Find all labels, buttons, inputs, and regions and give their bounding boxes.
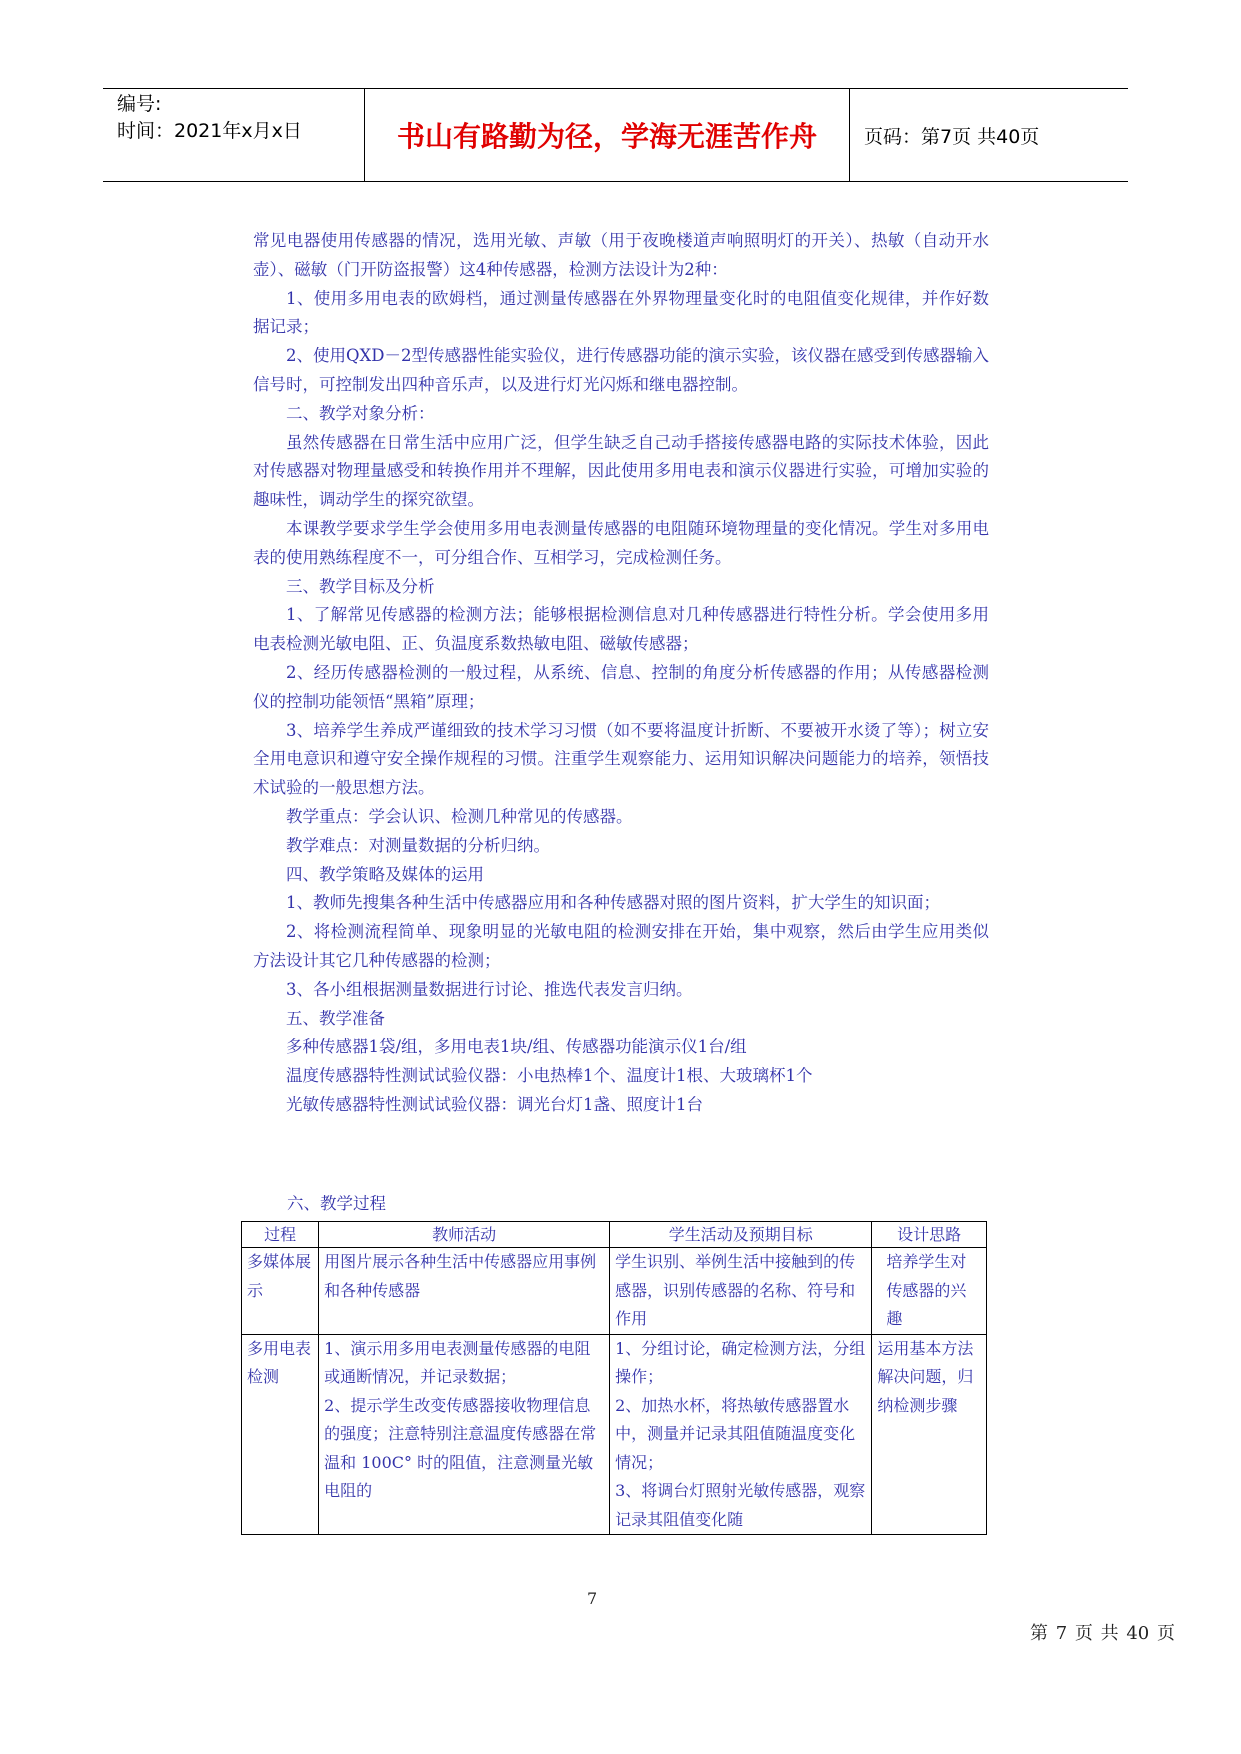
teaching-process-table: [241, 1221, 987, 1535]
paragraph: 常见电器使用传感器的情况，选用光敏、声敏（用于夜晚楼道声响照明灯的开关）、热敏（自动开水壶）、磁敏（门开防盗报警）这4种传感器，检测方法设计为2种：: [253, 231, 989, 279]
section-heading: 四、教学策略及媒体的运用: [286, 864, 484, 884]
column-header: 学生活动及预期目标: [610, 1222, 872, 1248]
header-slogan: 书山有路勤为径，学海无涯苦作舟: [365, 89, 850, 181]
teaching-key-point: 教学重点：学会认识、检测几种常见的传感器。: [286, 806, 633, 826]
table-cell: 培养学生对传感器的兴趣: [872, 1248, 987, 1335]
teaching-difficulty: 教学难点：对测量数据的分析归纳。: [286, 835, 550, 855]
preparation-item: 多种传感器1袋/组，多用电表1块/组、传感器功能演示仪1台/组: [286, 1037, 747, 1057]
table-cell: 多媒体展示: [242, 1248, 319, 1335]
section-heading: 二、教学对象分析：: [286, 403, 435, 423]
paragraph: 本课教学要求学生学会使用多用电表测量传感器的电阻随环境物理量的变化情况。学生对多用电表的使用熟练程度不一，可分组合作、互相学习，完成检测任务。: [253, 518, 989, 567]
paragraph: 2、将检测流程简单、现象明显的光敏电阻的检测安排在开始，集中观察，然后由学生应用类似方法设计其它几种传感器的检测；: [253, 922, 989, 970]
header-meta: [103, 89, 365, 181]
paragraph: 2、经历传感器检测的一般过程，从系统、信息、控制的角度分析传感器的作用；从传感器检测仪的控制功能领悟“黑箱”原理；: [253, 662, 989, 711]
table-cell: 运用基本方法解决问题，归纳检测步骤: [872, 1334, 987, 1535]
table-cell: 1、分组讨论，确定检测方法，分组操作； 2、加热水杯，将热敏传感器置水中，测量并记录其阻值随温度变化情况； 3、将调台灯照射光敏传感器，观察记录其阻值变化随: [610, 1334, 872, 1535]
column-header: 设计思路: [872, 1222, 987, 1248]
table-row: [242, 1334, 987, 1535]
paragraph: 1、教师先搜集各种生活中传感器应用和各种传感器对照的图片资料，扩大学生的知识面；: [286, 893, 940, 913]
paragraph: 1、了解常见传感器的检测方法；能够根据检测信息对几种传感器进行特性分析。学会使用多用电表检测光敏电阻、正、负温度系数热敏电阻、磁敏传感器；: [253, 605, 989, 654]
table-cell: 1、演示用多用电表测量传感器的电阻或通断情况，并记录数据； 2、提示学生改变传感器接收物理信息的强度；注意特别注意温度传感器在常温和 100C° 时的阻值，注意测量光敏电阻的: [319, 1334, 610, 1535]
doc-number-label: 编号:: [117, 93, 162, 115]
column-header: 过程: [242, 1222, 319, 1248]
page-header: [103, 88, 1128, 182]
table-cell: 多用电表检测: [242, 1334, 319, 1535]
paragraph: 1、使用多用电表的欧姆档，通过测量传感器在外界物理量变化时的电阻值变化规律，并作好数据记录；: [253, 288, 989, 337]
section-heading: 五、教学准备: [286, 1008, 385, 1028]
preparation-item: 温度传感器特性测试试验仪器：小电热棒1个、温度计1根、大玻璃杯1个: [286, 1066, 813, 1086]
section-heading: 三、教学目标及分析: [286, 576, 435, 596]
doc-time-label: 时间：2021年x月x日: [117, 120, 302, 142]
column-header: 教师活动: [319, 1222, 610, 1248]
table-caption: 六、教学过程: [287, 1194, 386, 1213]
paragraph: 2、使用QXD－2型传感器性能实验仪，进行传感器功能的演示实验，该仪器在感受到传感器输入信号时，可控制发出四种音乐声，以及进行灯光闪烁和继电器控制。: [253, 346, 989, 394]
paragraph: 虽然传感器在日常生活中应用广泛，但学生缺乏自己动手搭接传感器电路的实际技术体验，因此对传感器对物理量感受和转换作用并不理解，因此使用多用电表和演示仪器进行实验，可增加实验的趣味性，调动学生的探究欲望。: [253, 432, 989, 510]
table-header-row: [242, 1222, 987, 1248]
paragraph: 3、培养学生养成严谨细致的技术学习习惯（如不要将温度计折断、不要被开水烫了等）；树立安全用电意识和遵守安全操作规程的习惯。注重学生观察能力、运用知识解决问题能力的培养，领悟技术试验的一般思想方法。: [253, 720, 989, 798]
preparation-item: 光敏传感器特性测试试验仪器：调光台灯1盏、照度计1台: [286, 1094, 703, 1114]
table-cell: 用图片展示各种生活中传感器应用事例和各种传感器: [319, 1248, 610, 1335]
page-number: 7: [587, 1589, 598, 1608]
header-page-code: 页码：第7页 共40页: [864, 125, 1040, 148]
table-row: [242, 1248, 987, 1335]
paragraph: 3、各小组根据测量数据进行讨论、推选代表发言归纳。: [286, 979, 693, 999]
page-footer: 第 7 页 共 40 页: [1030, 1623, 1175, 1644]
table-cell: 学生识别、举例生活中接触到的传感器，识别传感器的名称、符号和作用: [610, 1248, 872, 1335]
document-body: [253, 227, 989, 1120]
